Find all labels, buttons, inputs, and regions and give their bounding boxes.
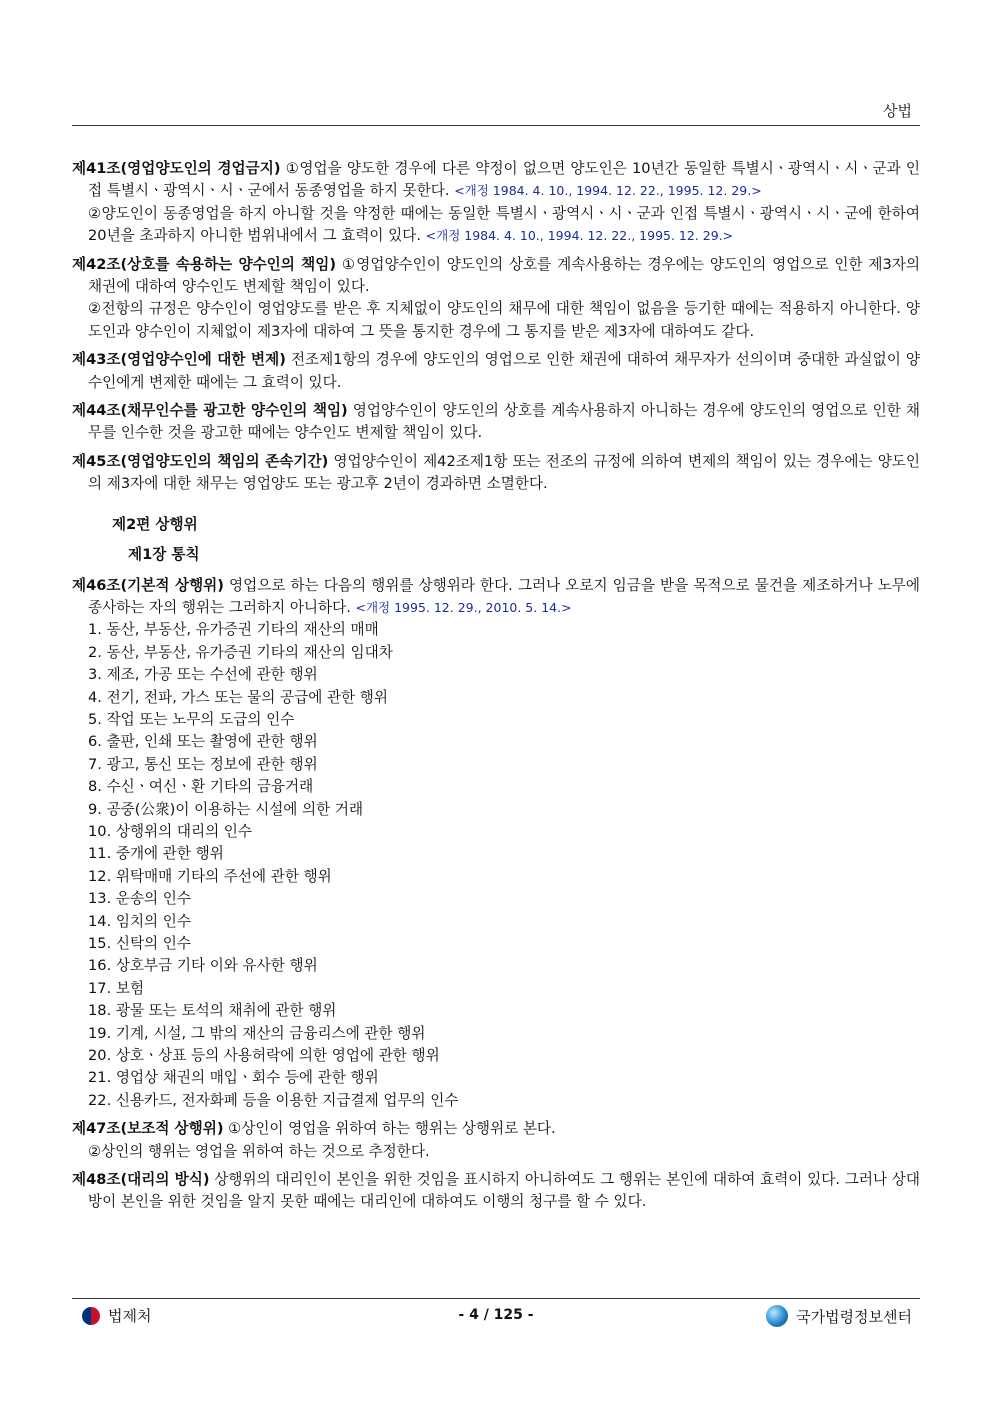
list-item: 6. 출판, 인쇄 또는 촬영에 관한 행위 [88,733,318,751]
article-paragraph [72,158,920,203]
footer [72,1305,920,1331]
list-item: 12. 위탁매매 기타의 주선에 관한 행위 [88,867,332,885]
article-47-p1 [72,1118,920,1140]
article [72,254,920,344]
article-paragraph [72,451,920,496]
article-48-title: 제48조(대리의 방식) [72,1171,210,1189]
list-item: 18. 광물 또는 토석의 채취에 관한 행위 [88,1002,337,1020]
footer-right [766,1305,912,1327]
list-item: 8. 수신ㆍ여신ㆍ환 기타의 금융거래 [88,778,314,796]
list-item: 5. 작업 또는 노무의 도급의 인수 [88,710,295,728]
article-48-body: 상행위의 대리인이 본인을 위한 것임을 표시하지 아니하여도 그 행위는 본인에 대하여 효력이 있다. 그러나 상대방이 본인을 위한 것임을 알지 못한 때에는 대리인에 대하여도 이행의 청구를 할 수 있다. [88,1171,920,1211]
article-title: 제43조(영업양수인에 대한 변제) [72,351,286,369]
article-amendment: <개정 1984. 4. 10., 1994. 12. 22., 1995. 12. 29.> [425,228,734,244]
document-body [72,158,920,1220]
article-47-body: ①상인이 영업을 위하여 하는 행위는 상행위로 본다. [223,1120,556,1138]
chapter-title: 제1장 통칙 [128,546,200,564]
list-item: 11. 중개에 관한 행위 [88,845,224,863]
article-body: ②전항의 규정은 양수인이 영업양도를 받은 후 지체없이 양도인의 채무에 대한 책임이 없음을 등기한 때에는 적용하지 아니한다. 양도인과 양수인이 지체없이 제3자에 대하여 그 뜻을 통지한 경우에 그 통지를 받은 제3자에 대하여도 같다. [88,300,920,340]
list-item: 19. 기계, 시설, 그 밖의 재산의 금융리스에 관한 행위 [88,1024,426,1042]
list-item: 20. 상호ㆍ상표 등의 사용허락에 의한 영업에 관한 행위 [88,1047,440,1065]
article-body: 전조제1항의 경우에 양도인의 영업으로 인한 채권에 대하여 채무자가 선의이며 중대한 과실없이 양수인에게 변제한 때에는 그 효력이 있다. [88,351,921,391]
article-paragraph [72,298,920,343]
article-47-p2: ②상인의 행위는 영업을 위하여 하는 것으로 추정한다. [88,1142,430,1160]
list-item: 15. 신탁의 인수 [88,935,191,952]
article-title: 제45조(영업양도인의 책임의 존속기간) [72,452,329,470]
article-title: 제41조(영업양도인의 경업금지) [72,160,281,177]
list-item: 17. 보험 [88,979,145,997]
article-46-amendment: <개정 1995. 12. 29., 2010. 5. 14.> [355,599,572,615]
article-body: ②양도인이 동종영업을 하지 아니할 것을 약정한 때에는 동일한 특별시ㆍ광역시ㆍ시ㆍ군과 인접 특별시ㆍ광역시ㆍ시ㆍ군에 한하여 20년을 초과하지 아니한 범위내에서 그 효력이 있다. [88,204,920,245]
footer-left-label: 법제처 [108,1307,152,1325]
header-divider [72,125,920,126]
section-title: 제2편 상행위 [112,515,198,533]
footer-divider [72,1298,920,1299]
list-item: 16. 상호부금 기타 이와 유사한 행위 [88,957,318,975]
article-body: ①영업양수인이 양도인의 상호를 계속사용하는 경우에는 양도인의 영업으로 인한 제3자의 채권에 대하여 양수인도 변제할 책임이 있다. [88,255,921,296]
article-paragraph [72,400,920,445]
article-46-items [72,619,920,1112]
article-amendment: <개정 1984. 4. 10., 1994. 12. 22., 1995. 12. 29.> [454,183,762,199]
list-item: 22. 신용카드, 전자화폐 등을 이용한 지급결제 업무의 인수 [88,1091,459,1109]
list-item: 14. 임치의 인수 [88,912,191,930]
article-paragraph [72,254,920,299]
page-number: - 4 / 125 - [458,1307,534,1323]
article-46-title: 제46조(기본적 상행위) [72,576,224,594]
article [72,349,920,394]
list-item: 1. 동산, 부동산, 유가증권 기타의 재산의 매매 [88,621,379,639]
article-47 [72,1118,920,1163]
list-item: 2. 동산, 부동산, 유가증권 기타의 재산의 임대차 [88,643,393,661]
header-title: 상법 [883,102,912,120]
article-paragraph [72,203,920,248]
list-item: 13. 운송의 인수 [88,890,191,908]
list-item: 7. 광고, 통신 또는 정보에 관한 행위 [88,755,318,773]
article-paragraph [72,349,920,394]
list-item: 9. 공중(公衆)이 이용하는 시설에 의한 거래 [88,800,364,818]
article-46-text [72,575,920,620]
article-48 [72,1169,920,1214]
article-48-text [72,1169,920,1214]
article-46-body: 영업으로 하는 다음의 행위를 상행위라 한다. 그러나 오로지 임금을 받을 목적으로 물건을 제조하거나 노무에 종사하는 자의 행위는 그러하지 아니하다. [88,576,920,616]
articles-41-45 [72,158,920,496]
article-title: 제44조(채무인수를 광고한 양수인의 책임) [72,402,348,420]
article-title: 제42조(상호를 속용하는 양수인의 책임) [72,255,337,273]
article [72,158,920,248]
article [72,451,920,496]
list-item: 4. 전기, 전파, 가스 또는 물의 공급에 관한 행위 [88,688,388,706]
globe-logo-icon [766,1305,788,1327]
article-46 [72,575,920,1113]
article-body: 영업양수인이 제42조제1항 또는 전조의 규정에 의하여 변제의 책임이 있는 경우에는 양도인의 제3자에 대한 채무는 영업양도 또는 광고후 2년이 경과하면 소멸한다. [88,452,920,493]
article-47-title: 제47조(보조적 상행위) [72,1120,224,1138]
article [72,400,920,445]
list-item: 10. 상행위의 대리의 인수 [88,822,253,840]
article-body: ①영업을 양도한 경우에 다른 약정이 없으면 양도인은 10년간 동일한 특별시ㆍ광역시ㆍ시ㆍ군과 인접 특별시ㆍ광역시ㆍ시ㆍ군에서 동종영업을 하지 못한다. [88,160,920,200]
footer-right-label: 국가법령정보센터 [796,1307,912,1326]
list-item: 21. 영업상 채권의 매입ㆍ회수 등에 관한 행위 [88,1069,379,1087]
article-body: 영업양수인이 양도인의 상호를 계속사용하지 아니하는 경우에 양도인의 영업으로 인한 채무를 인수한 것을 광고한 때에는 양수인도 변제할 책임이 있다. [88,402,920,442]
list-item: 3. 제조, 가공 또는 수선에 관한 행위 [88,666,318,684]
